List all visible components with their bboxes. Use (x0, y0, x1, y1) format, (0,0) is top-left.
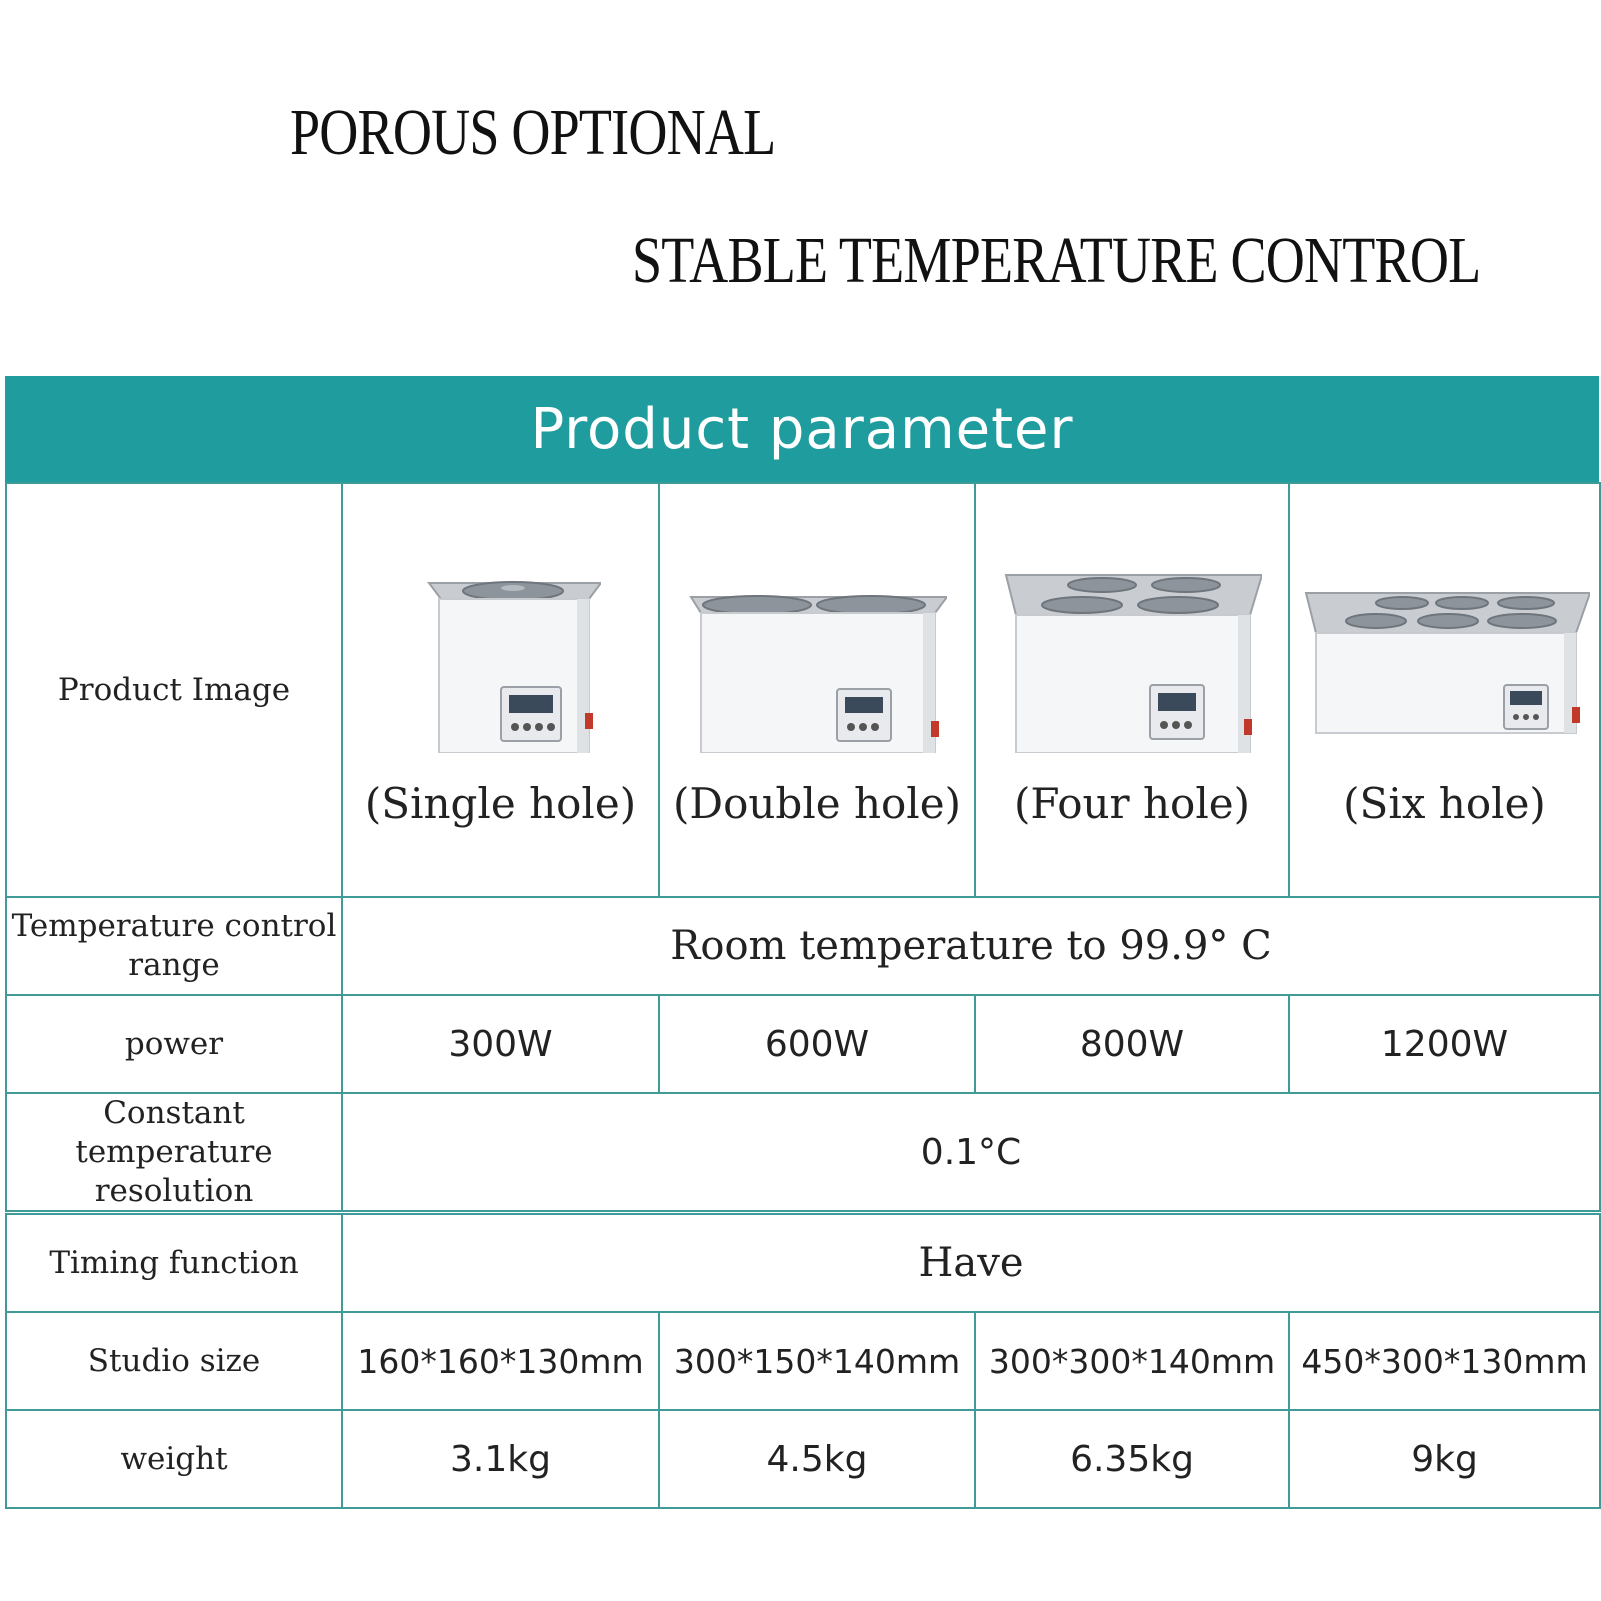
table-row (6, 897, 1600, 995)
table-row (6, 1410, 1600, 1508)
water-bath-six-hole-image (1300, 553, 1590, 753)
row-label-power: power (6, 995, 342, 1093)
caption-single-hole: (Single hole) (364, 778, 637, 828)
water-bath-four-hole-image (1002, 553, 1262, 753)
product-cell-four (975, 483, 1289, 897)
table-row (6, 1312, 1600, 1410)
caption-double-hole: (Double hole) (673, 778, 961, 828)
headline-stable-temperature-control: STABLE TEMPERATURE CONTROL (632, 224, 1481, 297)
product-cell-double (659, 483, 975, 897)
row-label-weight: weight (6, 1410, 342, 1508)
table-row (6, 1213, 1600, 1313)
water-bath-double-hole-image (687, 553, 947, 753)
resolution-value: 0.1°C (342, 1093, 1600, 1213)
size-value-double: 300*150*140mm (659, 1312, 975, 1410)
weight-value-double: 4.5kg (659, 1410, 975, 1508)
power-value-six: 1200W (1289, 995, 1600, 1093)
headline-porous-optional: POROUS OPTIONAL (290, 96, 776, 169)
product-cell-single (342, 483, 659, 897)
row-label-resolution: Constant temperature resolution (6, 1093, 342, 1213)
table-row (6, 1093, 1600, 1213)
size-value-single: 160*160*130mm (342, 1312, 659, 1410)
water-bath-single-hole-image (401, 553, 601, 753)
product-parameter-banner (5, 376, 1599, 482)
temperature-range-value: Room temperature to 99.9° C (342, 897, 1600, 995)
banner-title: Product parameter (530, 396, 1074, 462)
size-value-four: 300*300*140mm (975, 1312, 1289, 1410)
table-row (6, 995, 1600, 1093)
caption-four-hole: (Four hole) (1013, 778, 1250, 828)
caption-six-hole: (Six hole) (1343, 778, 1546, 828)
timing-value: Have (342, 1213, 1600, 1313)
power-value-four: 800W (975, 995, 1289, 1093)
size-value-six: 450*300*130mm (1289, 1312, 1600, 1410)
product-cell-six (1289, 483, 1600, 897)
row-label-product-image: Product Image (6, 483, 342, 897)
weight-value-six: 9kg (1289, 1410, 1600, 1508)
power-value-single: 300W (342, 995, 659, 1093)
product-parameter-table (5, 482, 1601, 1509)
weight-value-single: 3.1kg (342, 1410, 659, 1508)
power-value-double: 600W (659, 995, 975, 1093)
table-row (6, 483, 1600, 897)
row-label-temperature-range: Temperature control range (6, 897, 342, 995)
row-label-size: Studio size (6, 1312, 342, 1410)
row-label-timing: Timing function (6, 1213, 342, 1313)
weight-value-four: 6.35kg (975, 1410, 1289, 1508)
